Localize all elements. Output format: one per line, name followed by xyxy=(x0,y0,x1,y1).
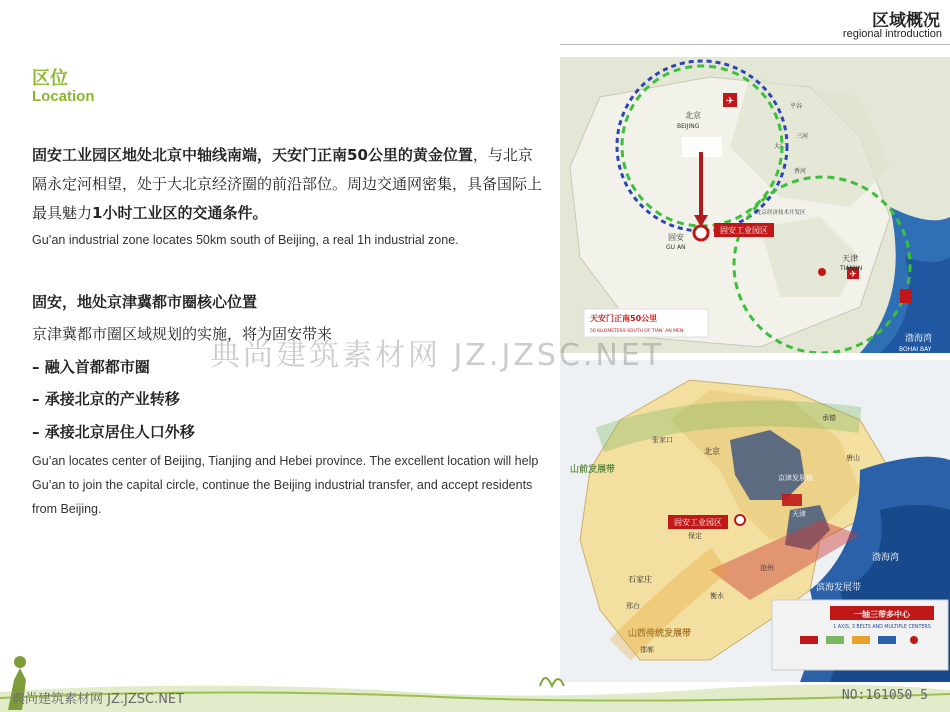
regional-plan-text: 京津冀都市圈区域规划的实施，将为固安带来 xyxy=(32,325,333,343)
location-highlight-2: 1小时工业区的交通条件。 xyxy=(92,204,268,222)
cangzhou-label: 沧州 xyxy=(760,564,774,572)
guan-en-label: GU AN xyxy=(666,244,686,251)
tianjin-label: 天津 xyxy=(842,254,858,263)
location-text: ，与北京隔永定河相望，处于大北京经济圈的前沿部位。周边交通网密集，具备国际上最具魅力 xyxy=(32,146,543,222)
handan-label: 邯郸 xyxy=(640,646,654,654)
tianjin-label-2: 天津 xyxy=(792,510,806,518)
watermark: 典尚建筑素材网 JZ.JZSC.NET xyxy=(210,338,665,373)
bullet-item: – 融入首都都市圈 xyxy=(32,358,150,376)
shijiazhuang-label: 石家庄 xyxy=(628,575,652,584)
map-callout: 天安门正南50公里 xyxy=(590,314,658,323)
bohai-label-2: 渤海湾 xyxy=(872,553,900,563)
sanhe-label: 三河 xyxy=(796,133,809,140)
dachang-label: 大厂 xyxy=(774,143,787,150)
bullet-item: – 承接北京的产业转移 xyxy=(32,390,180,408)
footer-watermark: 典尚建筑素材网 JZ.JZSC.NET xyxy=(12,692,185,707)
document-number: NO:161050 xyxy=(841,688,913,703)
beijing-label-2: 北京 xyxy=(704,447,720,456)
chengde-label: 承德 xyxy=(822,414,836,422)
axis-label: 京津发展轴 xyxy=(778,474,813,482)
footer-number xyxy=(842,688,928,703)
baoding-label: 保定 xyxy=(688,532,702,540)
svg-text:✈: ✈ xyxy=(725,96,735,107)
pinggu-label: 平谷 xyxy=(790,103,803,110)
shanqian-belt-label: 山前发展带 xyxy=(570,465,616,475)
guan-label: 固安 xyxy=(668,233,684,242)
page-number: 5 xyxy=(920,688,928,703)
legend-subtitle: 1 AXIS, 3 BELTS AND MULTIPLE CENTERS xyxy=(833,625,931,630)
beijing-en-label: BEIJING xyxy=(677,123,700,130)
section-title-en: Location xyxy=(32,88,95,105)
header-divider xyxy=(560,44,950,45)
zone-label: 固安工业园区 xyxy=(720,226,768,235)
region-map xyxy=(560,360,950,682)
tangshan-label: 唐山 xyxy=(846,454,860,462)
xianghe-label: 香河 xyxy=(794,168,807,175)
section-title-cn: 区位 xyxy=(32,68,68,89)
region-english-text: Gu’an locates center of Beijing, Tianjing and Hebei province. The excellent location will help Gu’an to join the capital circle, continue the Beijing industrial transfer, and accept residents from Beijing. xyxy=(32,454,539,516)
yizhuang-label: 北京经济技术开发区 xyxy=(756,210,806,216)
page-section-title: 区域概况 xyxy=(872,11,940,31)
map-callout-en: 50 KILOMETERS SOUTH OF TIAN’ AN MEN xyxy=(590,329,684,334)
tianjin-en-label: TIANJIN xyxy=(840,265,863,272)
svg-text:✈: ✈ xyxy=(849,270,857,280)
location-highlight: 固安工业园区地处北京中轴线南端，天安门正南50公里的黄金位置 xyxy=(32,146,473,164)
location-paragraph xyxy=(32,141,547,228)
location-english-text: Gu’an industrial zone locates 50km south of Beijing, a real 1h industrial zone. xyxy=(32,233,459,247)
binhai-belt-label: 滨海发展带 xyxy=(816,583,862,593)
zone-label-2: 固安工业园区 xyxy=(674,518,722,527)
bohai-en-label: BOHAI BAY xyxy=(899,346,932,353)
bullet-item: – 承接北京居住人口外移 xyxy=(32,423,195,441)
core-position-heading: 固安，地处京津冀都市圈核心位置 xyxy=(32,293,258,311)
shanxi-belt-label: 山西传统发展带 xyxy=(628,629,692,639)
legend-title: 一轴三带多中心 xyxy=(854,610,910,619)
location-map xyxy=(560,57,950,353)
xingtai-label: 邢台 xyxy=(626,602,640,610)
zhangjiakou-label: 张家口 xyxy=(652,436,673,444)
bohai-label: 渤海湾 xyxy=(905,334,933,344)
hengshui-label: 衡水 xyxy=(710,592,724,600)
beijing-label: 北京 xyxy=(685,111,701,120)
page-section-subtitle: regional introduction xyxy=(842,28,942,40)
